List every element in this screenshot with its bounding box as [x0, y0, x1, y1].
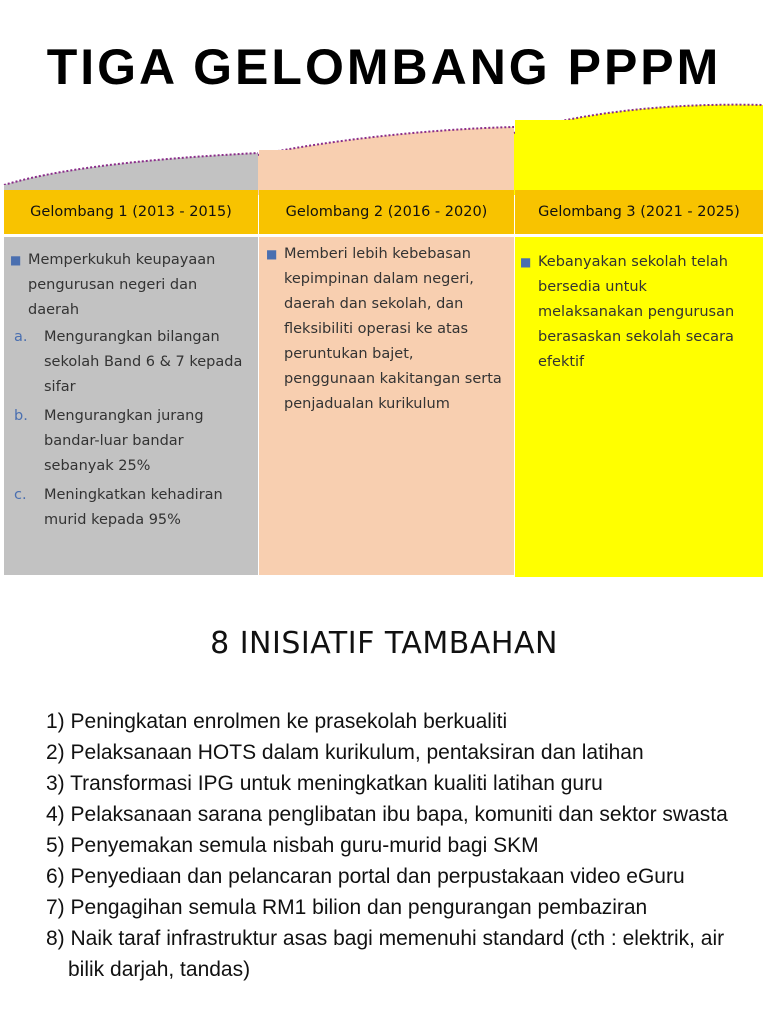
initiative-item: 1) Peningkatan enrolmen ke prasekolah berkualiti — [46, 710, 508, 733]
initiative-item: 7) Pengagihan semula RM1 bilion dan pengurangan pembaziran — [46, 896, 648, 919]
sub-item-text: Meningkatkan kehadiran murid kepada 95% — [44, 487, 223, 528]
wave-3-content — [520, 250, 756, 375]
wave-1-sub-item — [10, 483, 250, 533]
wave-1-bullet — [10, 248, 250, 323]
sub-item-label: b. — [14, 408, 28, 424]
page-title: TIGA GELOMBANG PPPM — [46, 39, 722, 95]
wave-2-bullet — [266, 242, 506, 417]
wave-1-sub-item — [10, 325, 250, 400]
wave-2-header: Gelombang 2 (2016 - 2020) — [259, 190, 514, 234]
sub-item-text: Mengurangkan jurang bandar-luar bandar sebanyak 25% — [44, 408, 204, 474]
wave-1-sub-item — [10, 404, 250, 479]
initiative-item: 5) Penyemakan semula nisbah guru-murid bagi SKM — [46, 834, 539, 857]
initiative-item: 3) Transformasi IPG untuk meningkatkan kualiti latihan guru — [46, 772, 603, 795]
header-divider — [4, 234, 763, 237]
initiative-item: 2) Pelaksanaan HOTS dalam kurikulum, pentaksiran dan latihan — [46, 741, 644, 764]
sub-item-text: Mengurangkan bilangan sekolah Band 6 & 7 kepada sifar — [44, 329, 243, 395]
wave-1-header: Gelombang 1 (2013 - 2015) — [4, 190, 258, 234]
wave-3-bullet — [520, 250, 756, 375]
bullet-icon: ■ — [10, 253, 22, 267]
wave-3-bullet-text: Kebanyakan sekolah telah bersedia untuk melaksanakan pengurusan berasaskan sekolah secara efektif — [538, 254, 735, 370]
initiative-item: 8) Naik taraf infrastruktur asas bagi memenuhi standard (cth : elektrik, air bilik darjah, tandas) — [46, 927, 725, 981]
bullet-icon: ■ — [266, 247, 278, 261]
section-subtitle: 8 INISIATIF TAMBAHAN — [210, 626, 558, 661]
wave-2-content — [266, 242, 506, 417]
initiative-item: 6) Penyediaan dan pelancaran portal dan perpustakaan video eGuru — [46, 865, 685, 888]
bullet-icon: ■ — [520, 255, 532, 269]
wave-3-header: Gelombang 3 (2021 - 2025) — [515, 190, 763, 234]
initiative-item: 4) Pelaksanaan sarana penglibatan ibu bapa, komuniti dan sektor swasta — [46, 803, 728, 826]
sub-item-label: c. — [14, 487, 27, 503]
sub-item-label: a. — [14, 329, 28, 345]
wave-2-bullet-text: Memberi lebih kebebasan kepimpinan dalam negeri, daerah dan sekolah, dan fleksibiliti operasi ke atas peruntukan bajet, penggunaan kakitangan serta penjadualan kurikulum — [284, 246, 502, 412]
wave-1-bullet-text: Memperkukuh keupayaan pengurusan negeri dan daerah — [28, 252, 216, 318]
initiatives-list — [46, 706, 746, 985]
wave-1-content — [10, 248, 250, 533]
